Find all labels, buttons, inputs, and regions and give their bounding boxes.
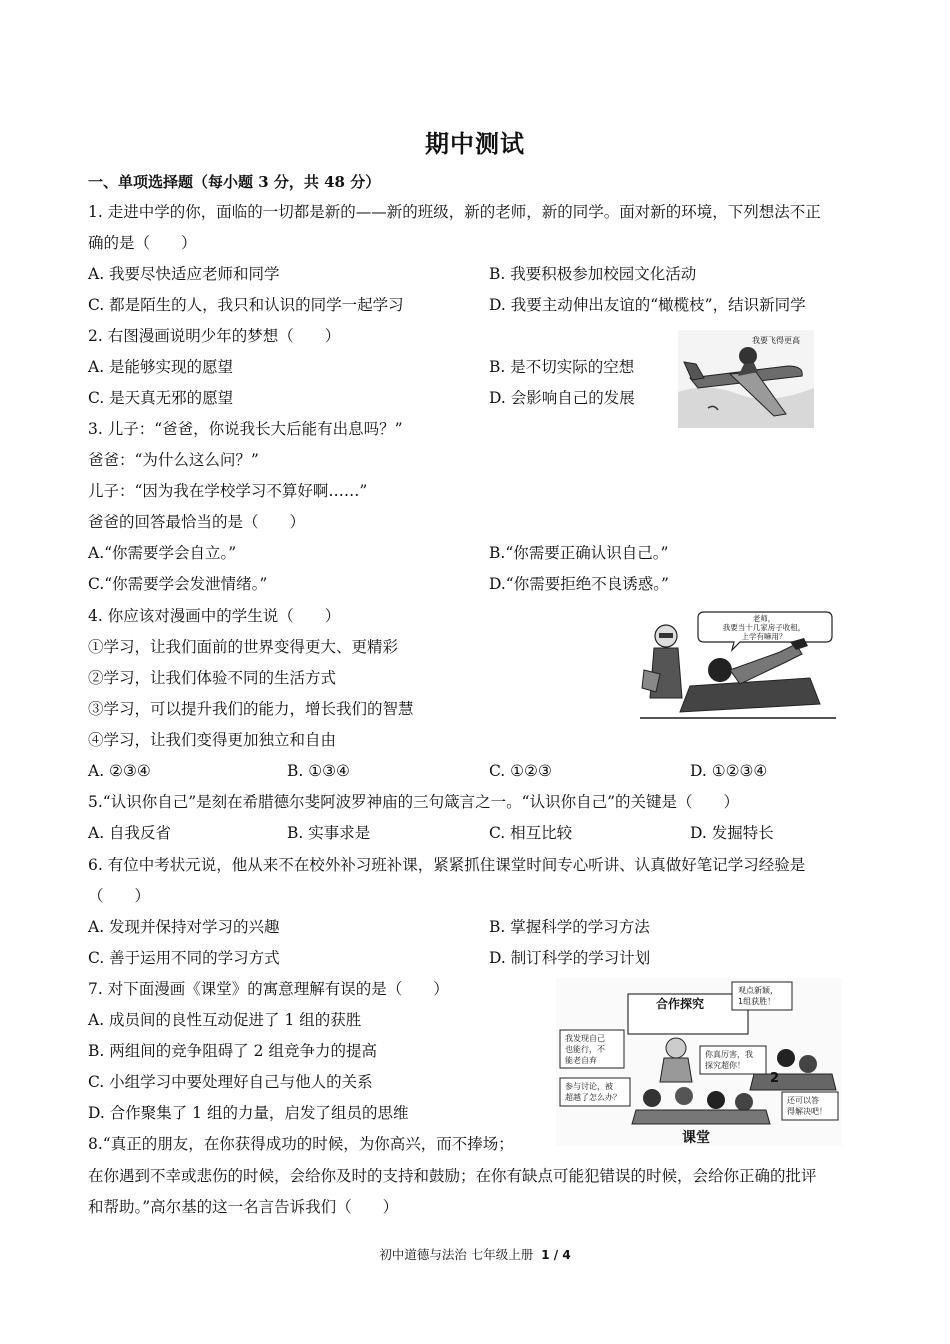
q2-stem: 2. 右图漫画说明少年的梦想（ ） [88,327,341,345]
q5-option-b: B. 实事求是 [287,824,371,842]
q6-option-b: B. 掌握科学的学习方法 [489,918,650,936]
q4-statement-2: ②学习，让我们体验不同的生活方式 [88,669,337,687]
q6-stem-cont: （ ） [88,887,151,905]
q4-statement-1: ①学习，让我们面前的世界变得更大、更精彩 [88,638,399,656]
teacher-head [666,1038,686,1058]
speech-line-1: 老师， [752,614,776,623]
student-bubble-3-l2: 超越了怎么办？ [565,1093,621,1102]
q7-option-d: D. 合作聚集了 1 组的力量，启发了组员的思维 [88,1104,409,1122]
speech-line-3: 上学有嘛用？ [741,632,787,641]
teacher-bubble-l2: 1组获胜！ [738,997,776,1006]
q1-stem-cont: 确的是（ ） [88,234,197,252]
q2-option-d: D. 会影响自己的发展 [489,389,635,407]
q1-option-a: A. 我要尽快适应老师和同学 [88,265,280,283]
q3-line2: 爸爸：“为什么这么问？” [88,451,259,469]
q4-option-b: B. ①③④ [287,762,350,780]
q3-line1: 3. 儿子：“爸爸，你说我长大后能有出息吗？” [88,420,403,438]
speech-line-2: 我要当十几家房子收租， [722,623,806,632]
q8-stem: 和帮助。”高尔基的这一名言告诉我们（ ） [88,1198,399,1216]
section-heading: 一、单项选择题（每小题 3 分，共 48 分） [88,173,381,191]
q1-stem: 1. 走进中学的你，面临的一切都是新的——新的班级，新的老师，新的同学。面对新的环境，下列想法不正 [88,203,821,221]
q3-option-d: D.“你需要拒绝不良诱惑。” [489,575,669,593]
student-bubble-4-l1: 还可以答 [787,1096,819,1105]
q2-option-c: C. 是天真无邪的愿望 [88,389,234,407]
q3-stem: 爸爸的回答最恰当的是（ ） [88,513,306,531]
page-footer [0,1245,950,1263]
airplane-cartoon [678,330,814,428]
q3-line3: 儿子：“因为我在学校学习不算好啊……” [88,482,368,500]
q4-statement-4: ④学习，让我们变得更加独立和自由 [88,731,337,749]
student-bubble-3-l1: 参与讨论，被 [565,1082,613,1091]
q4-stem: 4. 你应该对漫画中的学生说（ ） [88,607,341,625]
q5-stem: 5.“认识你自己”是刻在希腊德尔斐阿波罗神庙的三句箴言之一。“认识你自己”的关键是（ ） [88,793,739,811]
q1-option-c: C. 都是陌生的人，我只和认识的同学一起学习 [88,296,404,314]
pilot-head [739,347,757,365]
board-title: 合作探究 [656,997,705,1011]
q2-option-b: B. 是不切实际的空想 [489,358,635,376]
q4-option-c: C. ①②③ [489,762,552,780]
group1-student-head [675,1087,693,1105]
group2-desk [750,1074,836,1090]
student-bubble-1-l2: 也能行，不 [565,1045,605,1054]
cartoon-caption: 我要飞得更高 [752,336,800,345]
lazy-student-cartoon [640,608,836,724]
group1-student-head [735,1093,753,1111]
student-bubble-1-l3: 能老自弃 [565,1056,597,1065]
q4-option-d: D. ①②③④ [690,762,768,780]
teacher-glasses [659,633,673,638]
q5-option-c: C. 相互比较 [489,824,573,842]
q4-option-a: A. ②③④ [88,762,151,780]
student-bubble-1-l1: 我发现自己 [565,1034,605,1043]
page-number: 1 / 4 [541,1248,571,1262]
student-head [708,658,732,682]
group2-student-head [799,1055,817,1073]
group-number: 2 [770,1071,780,1086]
q7-stem: 7. 对下面漫画《课堂》的寓意理解有误的是（ ） [88,980,449,998]
page-title: 期中测试 [425,129,525,158]
student-bubble-2-l2: 探究超你！ [705,1061,745,1070]
q8-line1: 8.“真正的朋友，在你获得成功的时候，为你高兴，而不捧场； [88,1135,514,1153]
classroom-cartoon [556,978,842,1146]
q4-statement-3: ③学习，可以提升我们的能力，增长我们的智慧 [88,700,414,718]
footer-text: 初中道德与法治 七年级上册 [379,1247,534,1262]
q6-option-a: A. 发现并保持对学习的兴趣 [88,918,280,936]
student-bubble-4-l2: 得解决吧！ [787,1107,827,1116]
q7-option-b: B. 两组间的竞争阻碍了 2 组竞争力的提高 [88,1042,377,1060]
q3-option-b: B.“你需要正确认识自己。” [489,544,669,562]
q7-option-c: C. 小组学习中要处理好自己与他人的关系 [88,1073,373,1091]
q1-option-b: B. 我要积极参加校园文化活动 [489,265,697,283]
q6-option-c: C. 善于运用不同的学习方式 [88,949,280,967]
q2-option-a: A. 是能够实现的愿望 [88,358,234,376]
q6-stem: 6. 有位中考状元说，他从来不在校外补习班补课，紧紧抓住课堂时间专心听讲、认真做好笔记学习经验是 [88,856,806,874]
q1-option-d: D. 我要主动伸出友谊的“橄榄枝”，结识新同学 [489,296,806,314]
group1-student-head [707,1091,725,1109]
cartoon-title: 课堂 [682,1130,710,1146]
q5-option-a: A. 自我反省 [88,824,172,842]
q7-option-a: A. 成员间的良性互动促进了 1 组的获胜 [88,1011,362,1029]
q6-option-d: D. 制订科学的学习计划 [489,949,651,967]
teacher-body [660,1058,692,1082]
q5-option-d: D. 发掘特长 [690,824,774,842]
group1-student-head [643,1089,661,1107]
group2-student-head [777,1049,795,1067]
student-bubble-2-l1: 你真厉害，我 [705,1050,753,1059]
teacher-bubble-l1: 观点新颖， [738,986,778,995]
q8-line2: 在你遇到不幸或悲伤的时候，会给你及时的支持和鼓励；在你有缺点可能犯错误的时候，会给你正确的批评 [88,1167,817,1185]
q3-option-c: C.“你需要学会发泄情绪。” [88,575,268,593]
group1-desk [632,1110,770,1124]
q3-option-a: A.“你需要学会自立。” [88,544,237,562]
